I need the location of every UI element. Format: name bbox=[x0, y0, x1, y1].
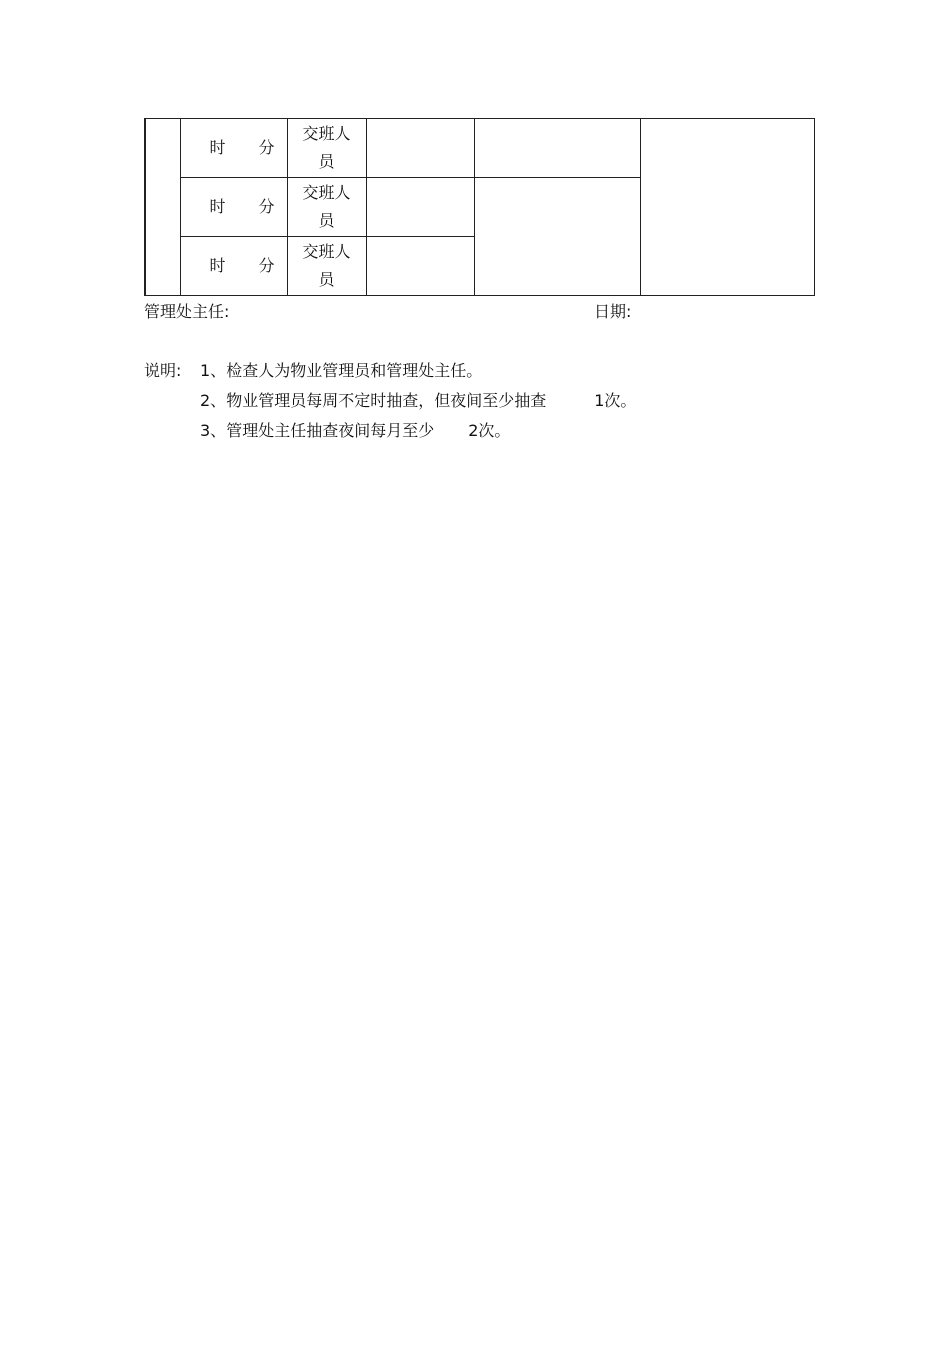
handover-label: 交班人员 bbox=[302, 124, 351, 171]
time-cell bbox=[180, 119, 287, 178]
blank-cell bbox=[366, 178, 474, 237]
date-label: 日期: bbox=[594, 302, 632, 321]
note-text: 管理处主任抽查夜间每月至少 bbox=[226, 421, 435, 440]
note-item bbox=[144, 416, 636, 446]
note-item bbox=[144, 386, 636, 416]
blank-cell-tall bbox=[640, 119, 814, 296]
notes-section bbox=[144, 356, 636, 446]
note-count: 1 bbox=[594, 391, 605, 410]
note-unit: 次。 bbox=[478, 421, 511, 440]
notes-lead: 说明: bbox=[144, 361, 182, 380]
note-text: 物业管理员每周不定时抽查，但夜间至少抽查 bbox=[226, 391, 547, 410]
minute-label: 分 bbox=[258, 138, 275, 157]
hour-label: 时 bbox=[209, 197, 226, 216]
time-cell bbox=[180, 237, 287, 296]
hour-label: 时 bbox=[209, 256, 226, 275]
shift-log-table bbox=[144, 118, 815, 296]
minute-label: 分 bbox=[258, 256, 275, 275]
handover-cell bbox=[287, 237, 366, 296]
blank-cell bbox=[366, 237, 474, 296]
blank-cell-merged bbox=[474, 178, 640, 296]
handover-cell bbox=[287, 178, 366, 237]
handover-label: 交班人员 bbox=[302, 183, 351, 230]
note-item bbox=[144, 356, 636, 386]
handover-label: 交班人员 bbox=[302, 242, 351, 289]
note-number: 1、 bbox=[200, 361, 227, 380]
blank-cell bbox=[366, 119, 474, 178]
note-text: 检查人为物业管理员和管理处主任。 bbox=[226, 361, 483, 380]
hour-label: 时 bbox=[209, 138, 226, 157]
time-cell bbox=[180, 178, 287, 237]
note-number: 3、 bbox=[200, 421, 227, 440]
note-number: 2、 bbox=[200, 391, 227, 410]
minute-label: 分 bbox=[258, 197, 275, 216]
blank-cell bbox=[474, 119, 640, 178]
handover-cell bbox=[287, 119, 366, 178]
note-unit: 次。 bbox=[604, 391, 637, 410]
note-count: 2 bbox=[468, 421, 479, 440]
manager-signature-label: 管理处主任: bbox=[144, 302, 230, 321]
index-cell bbox=[145, 119, 180, 296]
table-row bbox=[145, 119, 814, 178]
